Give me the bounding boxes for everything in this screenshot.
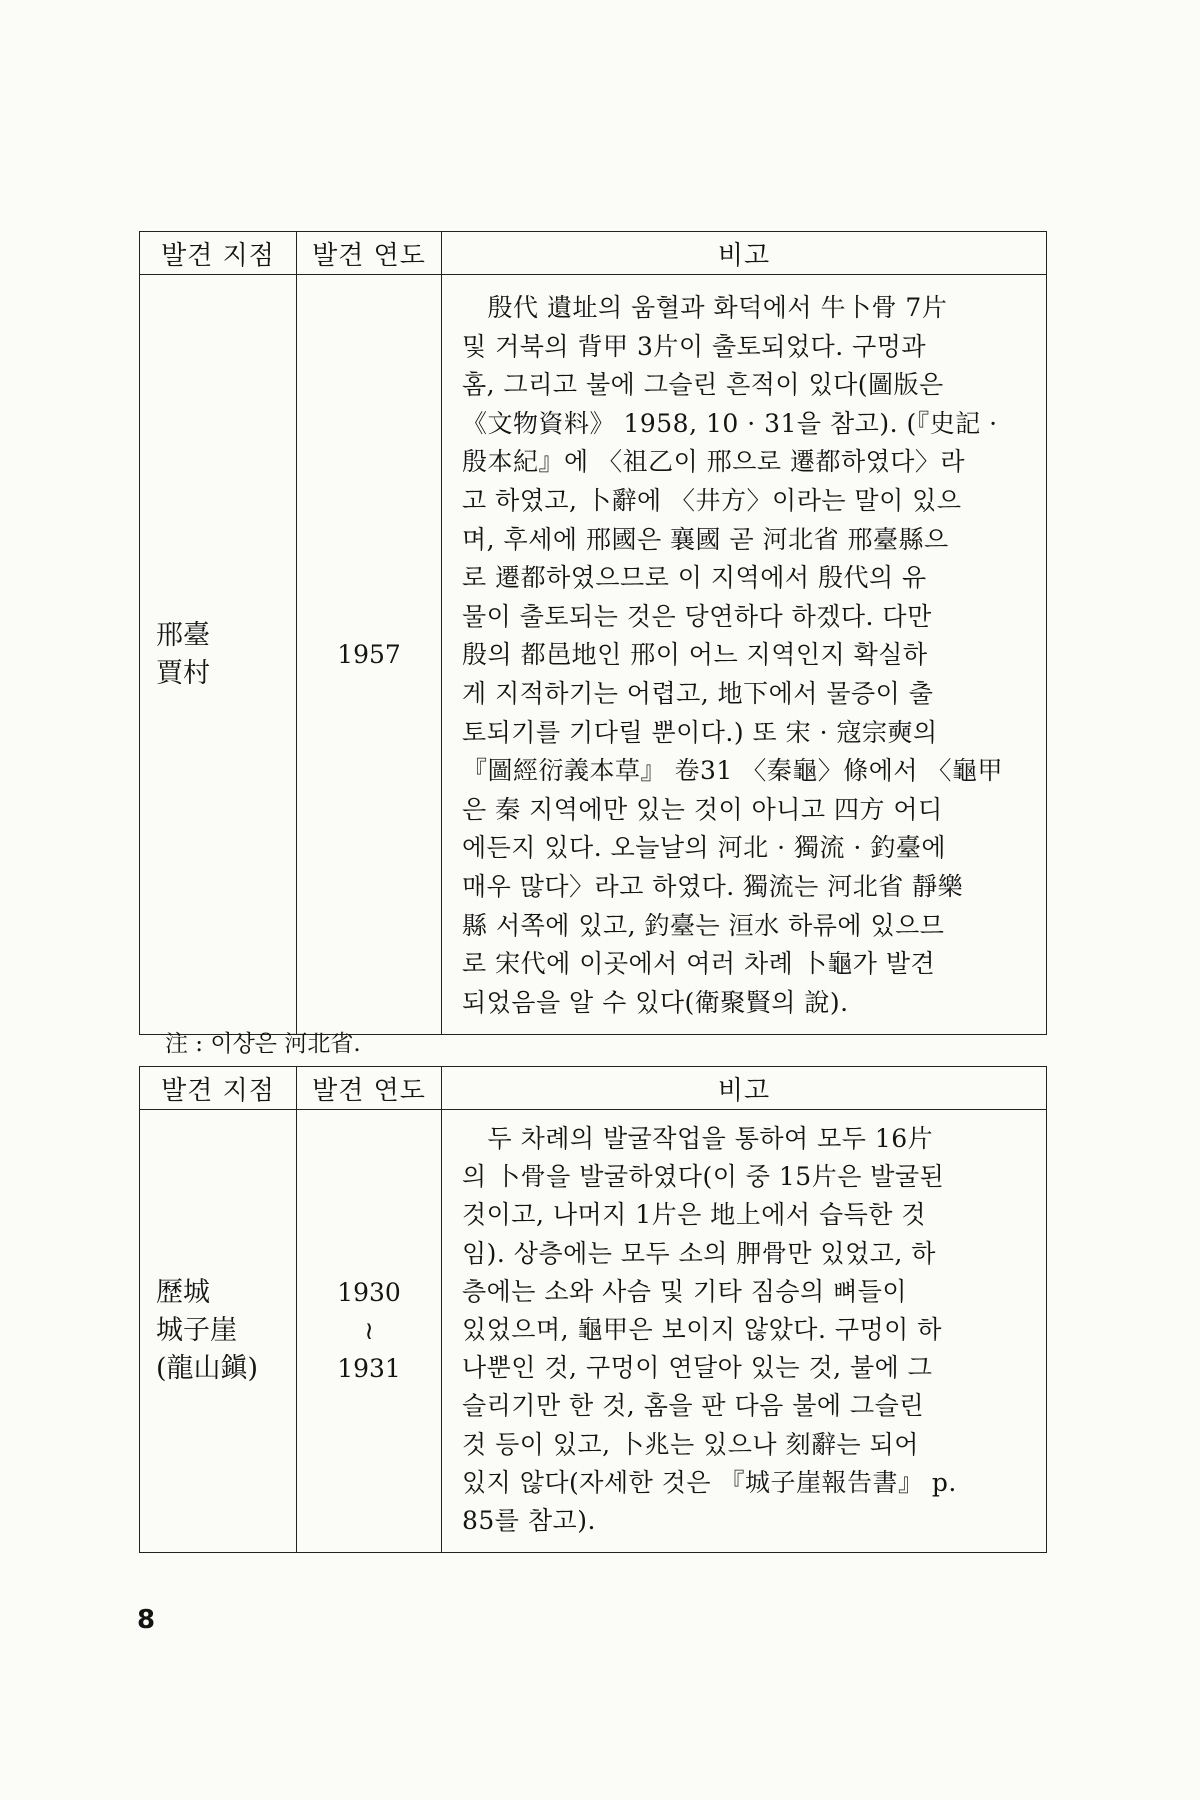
note-line: 및 거북의 背甲 3片이 출토되었다. 구멍과 [462, 331, 927, 361]
year-cell [297, 1110, 442, 1553]
table-footnote: 注 : 이상은 河北省. [165, 1031, 361, 1057]
discovery-table-1 [139, 231, 1047, 1035]
note-line: 로 宋代에 이곳에서 여러 차례 卜龜가 발견 [462, 949, 936, 979]
note-line: 며, 후세에 邢國은 襄國 곧 河北省 邢臺縣으 [462, 524, 949, 554]
note-line: 토되기를 기다릴 뿐이다.) 또 宋 · 寇宗奭의 [462, 717, 938, 747]
note-line: 게 지적하기는 어렵고, 地下에서 물증이 출 [462, 678, 934, 708]
year-cell [297, 275, 442, 1035]
header-notes: 비고 [442, 1067, 1047, 1110]
year-line: ≀ [364, 1316, 374, 1346]
header-year: 발견 연도 [297, 232, 442, 275]
note-line: 로 遷都하였으므로 이 지역에서 殷代의 유 [462, 563, 927, 593]
note-line: 물이 출토되는 것은 당연하다 하겠다. 다만 [462, 601, 932, 631]
note-line: 매우 많다〉라고 하였다. 獨流는 河北省 靜樂 [462, 871, 964, 901]
note-line: 임). 상층에는 모두 소의 胛骨만 있었고, 하 [462, 1238, 936, 1268]
note-line: 층에는 소와 사슴 및 기타 짐승의 뼈들이 [462, 1276, 908, 1306]
page-number: 8 [137, 1605, 156, 1635]
discovery-table-2 [139, 1066, 1047, 1553]
location-line: 城子崖 [156, 1315, 237, 1347]
year-line: 1957 [337, 639, 401, 669]
note-line: 縣 서쪽에 있고, 釣臺는 洹水 하류에 있으므 [462, 910, 945, 940]
notes-cell [442, 275, 1047, 1035]
note-line: 있지 않다(자세한 것은 『城子崖報告書』 p. [462, 1467, 957, 1497]
location-line: 賈村 [156, 657, 210, 689]
header-notes: 비고 [442, 232, 1047, 275]
table-header-row [140, 232, 1047, 275]
note-line: 의 卜骨을 발굴하였다(이 중 15片은 발굴된 [462, 1162, 945, 1192]
location-line: 邢臺 [156, 619, 210, 651]
location-line: (龍山鎭) [156, 1353, 259, 1385]
note-line: 殷의 都邑地인 邢이 어느 지역인지 확실하 [462, 640, 928, 670]
note-line: 『圖經衍義本草』 卷31 〈秦龜〉條에서 〈龜甲 [462, 756, 1003, 786]
note-line: 《文物資料》 1958, 10 · 31을 참고). (『史記 · [462, 408, 998, 438]
note-line: 나뿐인 것, 구멍이 연달아 있는 것, 불에 그 [462, 1353, 933, 1383]
note-line: 홈, 그리고 불에 그슬린 흔적이 있다(圖版은 [462, 370, 944, 400]
year-line: 1931 [337, 1354, 401, 1384]
note-line: 있었으며, 龜甲은 보이지 않았다. 구멍이 하 [462, 1315, 942, 1345]
note-line: 되었음을 알 수 있다(衛聚賢의 說). [462, 987, 849, 1017]
note-line: 것 등이 있고, 卜兆는 있으나 刻辭는 되어 [462, 1429, 919, 1459]
location-line: 歷城 [156, 1277, 210, 1309]
table-row [140, 1110, 1047, 1553]
note-line: 슬리기만 한 것, 홈을 판 다음 불에 그슬린 [462, 1391, 924, 1421]
header-location: 발견 지점 [140, 1067, 297, 1110]
notes-cell [442, 1110, 1047, 1553]
note-line: 85를 참고). [462, 1506, 596, 1536]
note-line: 에든지 있다. 오늘날의 河北 · 獨流 · 釣臺에 [462, 833, 946, 863]
table-row [140, 275, 1047, 1035]
location-cell [140, 275, 297, 1035]
year-line: 1930 [337, 1278, 401, 1308]
header-year: 발견 연도 [297, 1067, 442, 1110]
header-location: 발견 지점 [140, 232, 297, 275]
note-line: 殷代 遺址의 움혈과 화덕에서 牛卜骨 7片 [462, 293, 948, 322]
table-header-row [140, 1067, 1047, 1110]
location-cell [140, 1110, 297, 1553]
note-line: 고 하였고, 卜辭에 〈井方〉이라는 말이 있으 [462, 485, 962, 515]
note-line: 두 차례의 발굴작업을 통하여 모두 16片 [462, 1124, 934, 1153]
note-line: 은 秦 지역에만 있는 것이 아니고 四方 어디 [462, 794, 943, 824]
note-line: 것이고, 나머지 1片은 地上에서 습득한 것 [462, 1200, 927, 1230]
note-line: 殷本紀』에 〈祖乙이 邢으로 遷都하였다〉라 [462, 447, 966, 477]
